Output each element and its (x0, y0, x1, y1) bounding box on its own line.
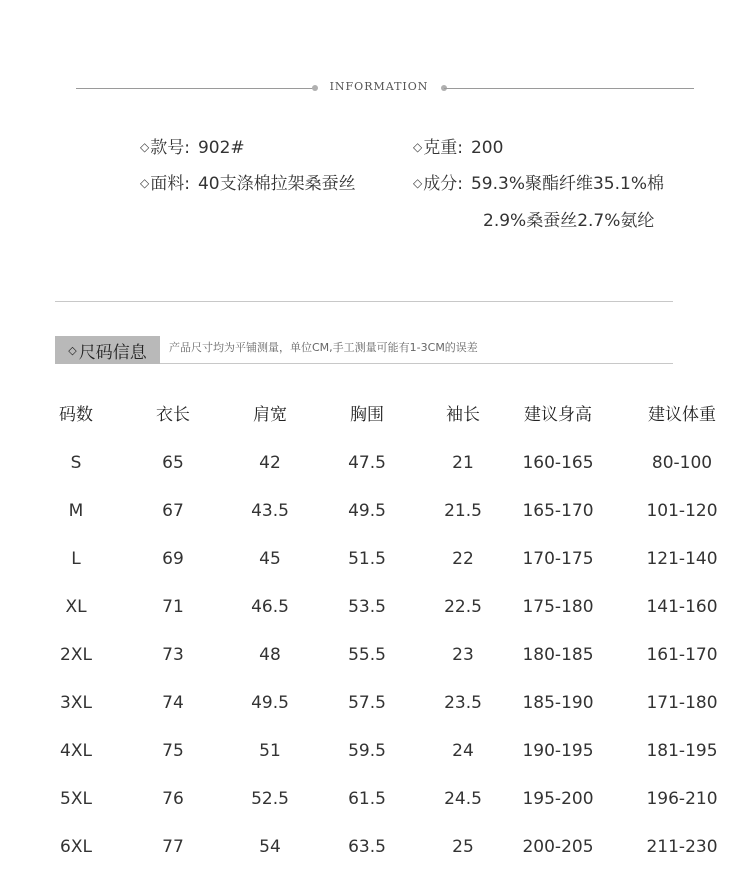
table-row (0, 583, 750, 631)
table-cell: 63.5 (348, 837, 386, 857)
info-weight-value: 200 (470, 138, 504, 158)
table-cell: 190-195 (522, 741, 594, 761)
table-cell: 211-230 (646, 837, 718, 857)
table-cell: 160-165 (522, 453, 594, 473)
table-cell: 61.5 (348, 789, 386, 809)
table-cell: 76 (162, 789, 184, 809)
table-cell: 48 (259, 645, 281, 665)
information-title: INFORMATION (329, 80, 429, 93)
diamond-bullet-icon: ◇ (140, 140, 150, 154)
table-cell: 53.5 (348, 597, 386, 617)
info-weight-label: 克重: (423, 138, 463, 158)
table-cell: 24.5 (444, 789, 482, 809)
table-cell: 75 (162, 741, 184, 761)
table-cell: 57.5 (348, 693, 386, 713)
table-cell: 46.5 (251, 597, 289, 617)
table-cell: 65 (162, 453, 184, 473)
table-cell: 200-205 (522, 837, 594, 857)
table-cell: 43.5 (251, 501, 289, 521)
table-row (0, 439, 750, 487)
table-row (0, 631, 750, 679)
section-divider (55, 301, 673, 302)
table-cell: 185-190 (522, 693, 594, 713)
table-cell: 69 (162, 549, 184, 569)
table-cell: XL (65, 597, 87, 617)
table-cell: 2XL (60, 645, 92, 665)
table-row (0, 823, 750, 871)
table-cell: 5XL (60, 789, 92, 809)
header-sleeve: 袖长 (446, 405, 480, 425)
table-cell: 54 (259, 837, 281, 857)
size-section-tag (55, 336, 160, 364)
header-rule-left (76, 88, 314, 89)
table-cell: 195-200 (522, 789, 594, 809)
diamond-bullet-icon: ◇ (413, 140, 423, 154)
info-composition-value-line2: 2.9%桑蚕丝2.7%氨纶 (483, 211, 655, 231)
information-header (76, 78, 694, 98)
header-length: 衣长 (156, 405, 190, 425)
table-cell: 175-180 (522, 597, 594, 617)
table-cell: 171-180 (646, 693, 718, 713)
table-row (0, 487, 750, 535)
table-row (0, 535, 750, 583)
table-cell: 55.5 (348, 645, 386, 665)
table-cell: L (71, 549, 81, 569)
table-cell: 180-185 (522, 645, 594, 665)
table-cell: 181-195 (646, 741, 718, 761)
table-cell: 165-170 (522, 501, 594, 521)
table-cell: 52.5 (251, 789, 289, 809)
table-cell: 24 (452, 741, 474, 761)
table-cell: 196-210 (646, 789, 718, 809)
table-cell: 25 (452, 837, 474, 857)
info-style-no (140, 133, 245, 158)
info-fabric-label: 面料: (150, 174, 190, 194)
info-fabric-value: 40支涤棉拉架桑蚕丝 (197, 174, 356, 194)
size-table (0, 391, 750, 871)
table-cell: 51 (259, 741, 281, 761)
table-cell: 22.5 (444, 597, 482, 617)
header-height: 建议身高 (524, 405, 592, 425)
diamond-bullet-icon: ◇ (68, 343, 77, 357)
size-measure-note: 产品尺寸均为平铺测量，单位CM,手工测量可能有1-3CM的误差 (169, 341, 478, 354)
table-cell: S (70, 453, 82, 473)
table-cell: 161-170 (646, 645, 718, 665)
diamond-bullet-icon: ◇ (413, 176, 423, 190)
table-header-row (0, 391, 750, 439)
header-chest: 胸围 (350, 405, 384, 425)
table-cell: 80-100 (651, 453, 713, 473)
table-cell: 6XL (60, 837, 92, 857)
header-rule-right (444, 88, 694, 89)
table-cell: 23.5 (444, 693, 482, 713)
header-shoulder: 肩宽 (253, 405, 287, 425)
table-cell: 45 (259, 549, 281, 569)
info-composition (413, 169, 664, 194)
table-row (0, 727, 750, 775)
table-row (0, 775, 750, 823)
table-cell: 141-160 (646, 597, 718, 617)
info-weight (413, 133, 503, 158)
info-composition-label: 成分: (423, 174, 463, 194)
table-cell: 121-140 (646, 549, 718, 569)
table-cell: 74 (162, 693, 184, 713)
diamond-bullet-icon: ◇ (140, 176, 150, 190)
table-cell: 101-120 (646, 501, 718, 521)
table-cell: 21 (452, 453, 474, 473)
size-title-underline (160, 363, 673, 364)
table-cell: 3XL (60, 693, 92, 713)
table-cell: 21.5 (444, 501, 482, 521)
table-cell: 170-175 (522, 549, 594, 569)
table-cell: 59.5 (348, 741, 386, 761)
table-cell: 49.5 (348, 501, 386, 521)
table-cell: M (68, 501, 84, 521)
table-cell: 67 (162, 501, 184, 521)
table-cell: 47.5 (348, 453, 386, 473)
table-cell: 23 (452, 645, 474, 665)
table-cell: 42 (259, 453, 281, 473)
table-cell: 71 (162, 597, 184, 617)
header-weight: 建议体重 (648, 405, 716, 425)
table-cell: 4XL (60, 741, 92, 761)
table-cell: 49.5 (251, 693, 289, 713)
info-style-no-value: 902# (197, 138, 245, 158)
info-composition-value-line1: 59.3%聚酯纤维35.1%棉 (470, 174, 664, 194)
table-cell: 51.5 (348, 549, 386, 569)
info-fabric (140, 169, 356, 194)
header-size: 码数 (59, 405, 93, 425)
size-section-title: 尺码信息 (78, 342, 147, 363)
table-cell: 77 (162, 837, 184, 857)
table-cell: 22 (452, 549, 474, 569)
table-cell: 73 (162, 645, 184, 665)
info-style-no-label: 款号: (150, 138, 190, 158)
table-row (0, 679, 750, 727)
